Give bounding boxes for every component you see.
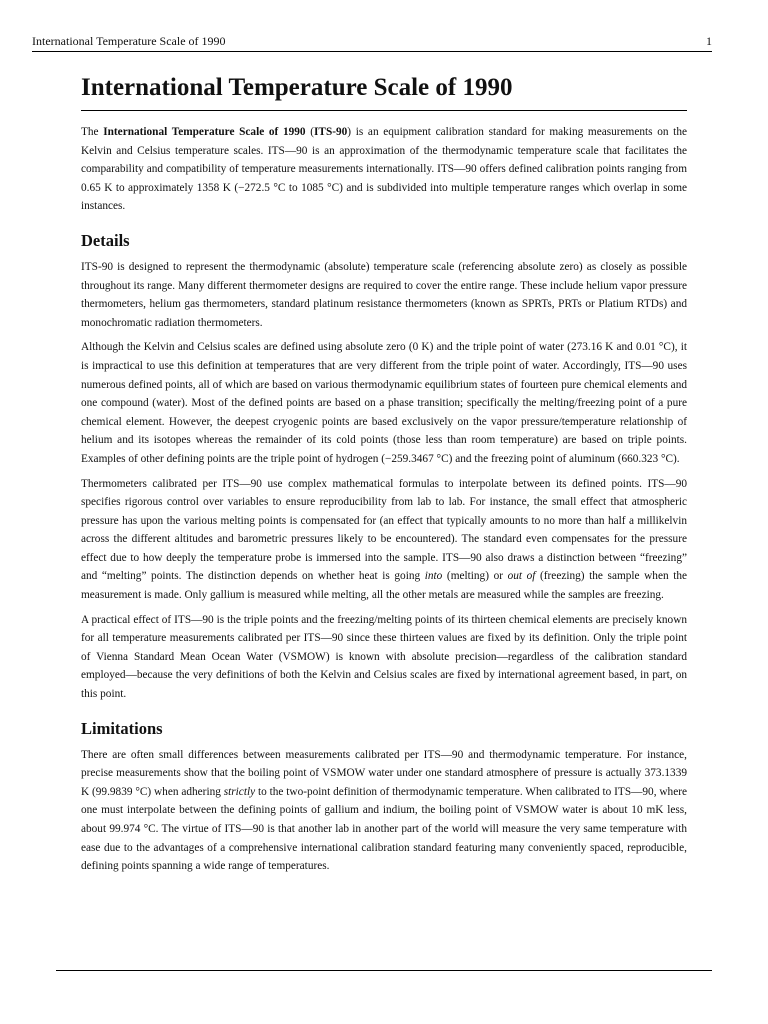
details-emphasis: out of [507,570,536,583]
details-paragraph-4: A practical effect of ITS—90 is the triple points and the freezing/melting points of its thirteen chemical elements are precisely known for all temperature measurements calibrated per ITS—90 since these thirteen values are fixed by its definition. Only the triple point of Vienna Standard Mean Ocean Water (VSMOW) is known with absolute precision—regardless of the calibration standard employed—because the very definitions of both the Kelvin and Celsius scales are fixed by international agreement based, in part, on this point. [81,613,687,701]
details-paragraph-3 [81,475,687,605]
details-paragraph-1: ITS-90 is designed to represent the thermodynamic (absolute) temperature scale (referencing absolute zero) as closely as possible throughout its range. Many different thermometer designs are required to cover the entire range. These include helium vapor pressure thermometers, helium gas thermometers, standard platinum resistance thermometers (known as SPRTs, PRTs or Platium RTDs) and monochromatic radiation thermometers. [81,260,687,329]
page-number: 1 [706,34,712,48]
intro-abbrev: ITS-90 [314,126,348,138]
details-paragraph-2: Although the Kelvin and Celsius scales are defined using absolute zero (0 K) and the triple point of water (273.16 K and 0.01 °C), it is impractical to use this definition at temperatures that are very different from the triple point of water. Accordingly, ITS—90 uses numerous defined points, all of which are based on various thermodynamic equilibrium states of fourteen pure chemical elements and one compound (water). Most of the defined points are based on a phase transition; specifically the melting/freezing point of a pure chemical element. However, the deepest cryogenic points are based exclusively on the vapor pressure/temperature relationship of helium and its isotopes whereas the remainder of its cold points (those less than room temperature) are based on triple points. Examples of other defining points are the triple point of hydrogen (−259.3467 °C) and the freezing point of aluminum (660.323 °C). [81,341,687,465]
intro-term: International Temperature Scale of 1990 [103,126,306,138]
details-emphasis: into [424,570,443,583]
limitations-paragraph-1 [81,746,687,876]
limitations-emphasis: strictly [223,785,256,798]
details-text: (melting) or [442,570,508,583]
article-body [81,72,687,882]
limitations-text: There are often small differences between measurements calibrated per ITS—90 and thermodynamic temperature. For instance, precise measurements show that the boiling point of VSMOW water under one standard atmosphere of pressure is actually 373.1339 K (99.9839 °C) when adhering [81,748,687,798]
page-title: International Temperature Scale of 1990 [81,72,687,111]
footer-rule [56,970,712,971]
running-header [32,34,712,52]
running-title: International Temperature Scale of 1990 [32,34,226,48]
intro-text: The [81,126,104,138]
intro-text: ( [305,126,315,138]
limitations-text: to the two-point definition of thermodynamic temperature. When calibrated to ITS—90, where one must interpolate between the defining points of gallium and indium, the boiling point of VSMOW water is about 10 mK less, about 99.974 °C. The virtue of ITS—90 is that another lab in another part of the world will measure the very same temperature with ease due to the advantages of a comprehensive international calibration standard featuring many conveniently spaced, reproducible, defining points spanning a wide range of temperatures. [81,785,687,873]
details-text: (freezing) the sample when the measurement is made. Only gallium is measured while melting, all the other metals are measured while the samples are freezing. [81,570,688,602]
section-heading-details: Details [81,230,130,250]
section-heading-limitations: Limitations [81,718,163,738]
details-text: Thermometers calibrated per ITS—90 use complex mathematical formulas to interpolate between its defined points. ITS—90 specifies rigorous control over variables to ensure reproducibility from lab to lab. For instance, the small effect that atmospheric pressure has upon the various melting points is compensated for (an effect that typically amounts to no more than half a millikelvin across the different altitudes and barometric pressures likely to be encountered). The standard even compensates for the pressure effect due to how deeply the temperature probe is immersed into the sample. ITS—90 also draws a distinction between “freezing” and “melting” points. The distinction depends on whether heat is going [81,477,687,583]
intro-text: ) is an equipment calibration standard for making measurements on the Kelvin and Celsius temperature scales. ITS—90 is an approximation of the thermodynamic temperature scale that facilitates the comparability and compatibility of temperature measurements internationally. ITS—90 offers defined calibration points ranging from 0.65 K to approximately 1358 K (−272.5 °C to 1085 °C) and is subdivided into multiple temperature ranges which overlap in some instances. [81,126,687,213]
intro-paragraph [81,123,687,216]
